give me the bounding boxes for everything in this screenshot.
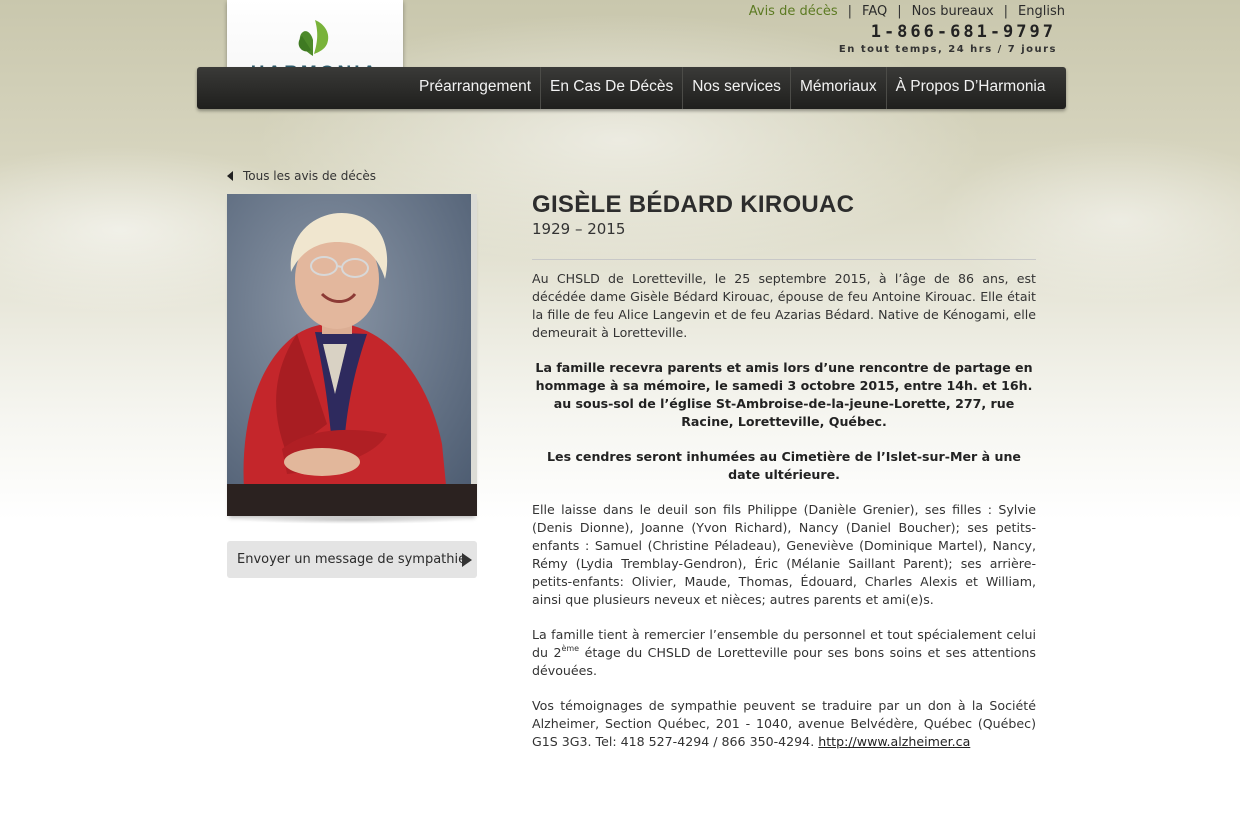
nav-item-prearrangement[interactable]: Préarrangement xyxy=(419,78,532,95)
separator: | xyxy=(847,4,853,19)
p5-superscript: ème xyxy=(561,644,580,653)
obituary-paragraph-5 xyxy=(532,626,1036,680)
obituary-paragraph-2: La famille recevra parents et amis lors d’une rencontre de partage en hommage à sa mémoire, le samedi 3 octobre 2015, entre 14h. et 16h. au sous-sol de l’église St-Ambroise-de-la-jeune-Lorette, 277, rue Racine, Loretteville, Québec. xyxy=(535,360,1033,429)
top-links xyxy=(749,4,1065,19)
obituary-paragraph-3: Les cendres seront inhumées au Cimetière de l’Islet-sur-Mer à une date ultérieure. xyxy=(547,449,1021,482)
divider xyxy=(532,259,1036,260)
p6-text: Vos témoignages de sympathie peuvent se traduire par un don à la Société Alzheimer, Section Québec, 201 - 1040, avenue Belvédère, Québec (Québec) G1S 3G3. Tel: 418 527-4294 / 866 350-4294. xyxy=(532,698,1036,749)
obituary-content xyxy=(532,191,1036,768)
portrait-illustration xyxy=(227,194,477,516)
p5-text-before: La famille tient à remercier l’ensemble du personnel et tout spécialement celui du 2 xyxy=(532,627,1036,660)
alzheimer-link[interactable]: http://www.alzheimer.ca xyxy=(818,734,971,749)
life-years: 1929 – 2015 xyxy=(532,220,626,238)
obituary-paragraph-4: Elle laisse dans le deuil son fils Philippe (Danièle Grenier), ses filles : Sylvie (Denis Dionne), Joanne (Yvon Richard), Nancy (Daniel Boucher); ses petits-enfants : Samuel (Christine Péladeau), Geneviève (Dominique Martel), Nancy, Rémy (Lydia Tremblay-Gendron), Éric (Mélanie Saillant Parent); ses arrière-petits-enfants: Olivier, Maude, Thomas, Édouard, Charles Alexis et William, ainsi que plusieurs neveux et nièces; autres parents et ami(e)s. xyxy=(532,502,1036,607)
phone-number: 1-866-681-9797 xyxy=(870,22,1056,42)
top-link-nos-bureaux[interactable]: Nos bureaux xyxy=(911,4,994,19)
obituary-paragraph-6 xyxy=(532,697,1036,751)
nav-item-a-propos[interactable]: À Propos D’Harmonia xyxy=(886,67,1055,109)
sympathy-button-label: Envoyer un message de sympathie xyxy=(237,552,467,567)
back-to-obituaries-link[interactable] xyxy=(227,169,376,183)
obituary-paragraph-1: Au CHSLD de Loretteville, le 25 septembre 2015, à l’âge de 86 ans, est décédée dame Gisèle Bédard Kirouac, épouse de feu Antoine Kirouac. Elle était la fille de feu Alice Langevin et de feu Azarias Bédard. Native de Kénogami, elle demeurait à Loretteville. xyxy=(532,271,1036,340)
photo-shadow xyxy=(237,516,467,524)
separator: | xyxy=(897,4,902,19)
send-sympathy-button[interactable] xyxy=(227,541,477,578)
nav-item-en-cas-de-deces[interactable]: En Cas De Décès xyxy=(540,67,682,109)
arrow-right-icon xyxy=(462,553,472,567)
back-link-label: Tous les avis de décès xyxy=(243,169,376,183)
deceased-name: GISÈLE BÉDARD KIROUAC xyxy=(532,191,855,218)
nav-item-nos-services[interactable]: Nos services xyxy=(682,67,790,109)
top-link-avis-de-deces[interactable]: Avis de décès xyxy=(748,4,838,19)
main-nav xyxy=(197,67,1066,109)
nav-item-memoriaux[interactable]: Mémoriaux xyxy=(790,67,886,109)
separator: | xyxy=(1003,4,1009,19)
top-link-faq[interactable]: FAQ xyxy=(862,4,888,19)
arrow-left-icon xyxy=(227,171,233,181)
portrait-photo xyxy=(227,194,477,516)
hours-text: En tout temps, 24 hrs / 7 jours xyxy=(838,44,1057,55)
butterfly-leaf-icon xyxy=(293,16,333,58)
p5-text-after: étage du CHSLD de Loretteville pour ses bons soins et ses attentions dévouées. xyxy=(532,645,1036,678)
top-link-english[interactable]: English xyxy=(1018,4,1065,19)
